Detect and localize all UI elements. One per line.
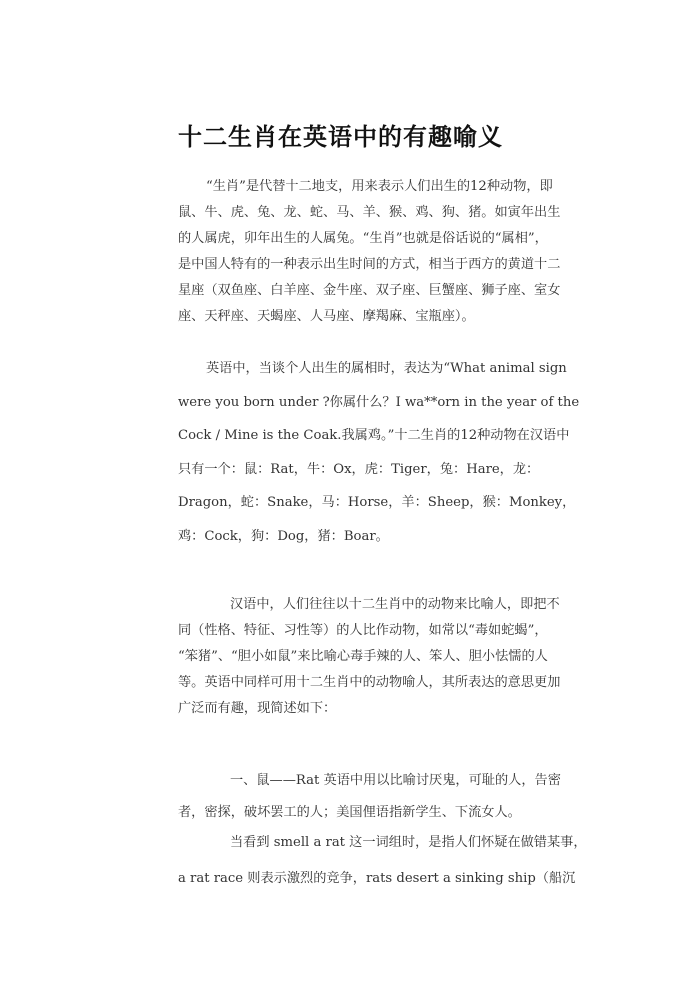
text-line: 鸡：Cock，狗：Dog，猪：Boar。 — [178, 528, 389, 544]
text-line: 等。英语中同样可用十二生肖中的动物喻人，其所表达的意思更加 — [178, 675, 561, 690]
text-line: 汉语中，人们往往以十二生肖中的动物来比喻人，即把不 — [230, 597, 560, 612]
text-line: “笨猪”、“胆小如鼠”来比喻心毒手辣的人、笨人、胆小怯懦的人 — [178, 649, 548, 664]
paragraph-zodiac-intro — [178, 174, 598, 330]
text-line: 广泛而有趣，现简述如下： — [178, 701, 337, 716]
text-line: “生肖”是代替十二地支，用来表示人们出生的12种动物，即 — [206, 179, 553, 194]
text-line: 座、天秤座、天蝎座、人马座、摩羯麻、宝瓶座）。 — [178, 309, 475, 324]
text-line: 的人属虎，卯年出生的人属兔。“生肖”也就是俗话说的“属相”， — [178, 231, 548, 246]
paragraph-rat-meaning — [178, 765, 598, 829]
text-line: 一、鼠——Rat 英语中用以比喻讨厌鬼，可耻的人，告密 — [230, 773, 561, 788]
text-line: 英语中，当谈个人出生的属相时，表达为“What animal sign — [206, 361, 567, 376]
text-line: 星座（双鱼座、白羊座、金牛座、双子座、巨蟹座、狮子座、室女 — [178, 283, 561, 298]
text-line: 是中国人特有的一种表示出生时间的方式，相当于西方的黄道十二 — [178, 257, 561, 272]
text-line: were you born under ?你属什么？I wa**orn in the year of the — [178, 394, 580, 410]
paragraph-chinese-metaphors — [178, 592, 598, 722]
text-line: Cock / Mine is the Coak.我属鸡。”十二生肖的12种动物在汉语中 — [178, 428, 570, 443]
text-line: a rat race 则表示激烈的竞争，rats desert a sinking ship（船沉 — [178, 871, 576, 886]
text-line: 同（性格、特征、习性等）的人比作动物，如常以“毒如蛇蝎”， — [178, 623, 548, 638]
text-line: 只有一个：鼠：Rat，牛：Ox，虎：Tiger，兔：Hare，龙： — [178, 461, 540, 477]
text-line: 当看到 smell a rat 这一词组时，是指人们怀疑在做错某事， — [230, 835, 587, 850]
paragraph-rat-phrases — [178, 825, 598, 897]
document-title: 十二生肖在英语中的有趣喻义 — [178, 123, 503, 151]
text-line: Dragon，蛇：Snake，马：Horse，羊：Sheep，猴：Monkey， — [178, 495, 576, 510]
text-line: 者，密探，破坏罢工的人；美国俚语指新学生、下流女人。 — [178, 805, 521, 820]
paragraph-english-expressions — [178, 352, 598, 553]
text-line: 鼠、牛、虎、兔、龙、蛇、马、羊、猴、鸡、狗、猪。如寅年出生 — [178, 205, 561, 220]
